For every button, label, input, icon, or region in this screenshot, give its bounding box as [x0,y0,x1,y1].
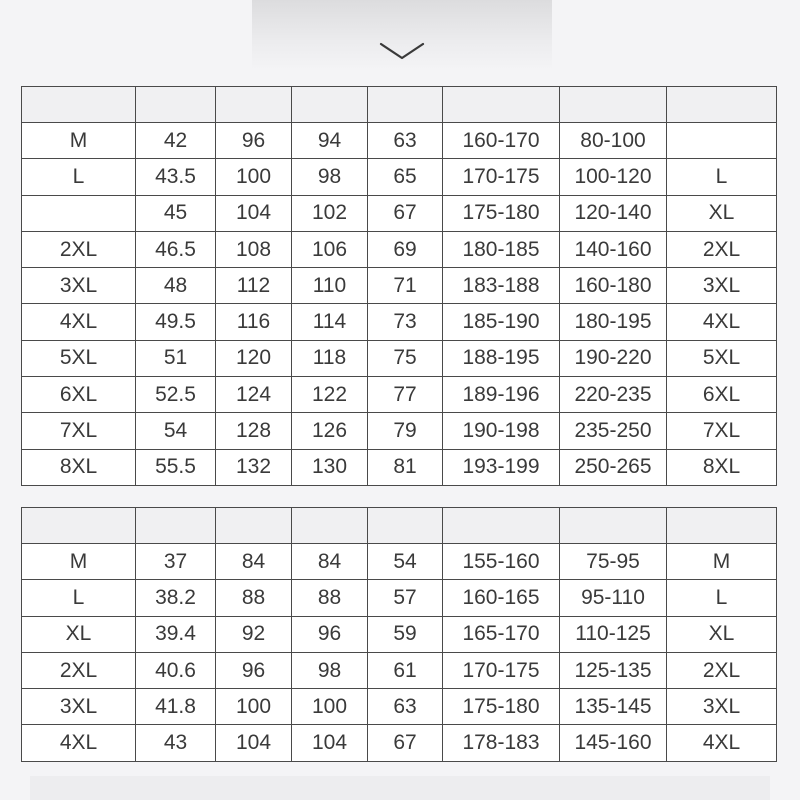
table-cell: 55.5 [136,449,216,485]
table-cell: 7XL [22,413,136,449]
table-cell: 4XL [22,304,136,340]
table-cell: 120 [216,340,292,376]
table-row [22,413,777,449]
table-cell: 155-160 [443,544,560,580]
table-cell: 63 [368,123,443,159]
table-cell: 73 [368,304,443,340]
table-cell: 104 [216,725,292,761]
table-cell: L [22,159,136,195]
table-cell: L [667,580,777,616]
table-row [22,268,777,304]
header-cell [667,87,777,123]
table-row [22,449,777,485]
table-cell: 4XL [667,304,777,340]
header-cell [292,508,368,544]
table-cell: M [22,544,136,580]
table-cell: XL [667,616,777,652]
table-cell: 7XL [667,413,777,449]
table-row [22,689,777,725]
table-cell: 8XL [22,449,136,485]
table-cell: 160-165 [443,580,560,616]
table-cell: 84 [216,544,292,580]
table-cell: 180-185 [443,231,560,267]
table-cell: 100 [216,159,292,195]
table-cell: 145-160 [560,725,667,761]
table-cell: 3XL [667,689,777,725]
table-header-row [22,87,777,123]
header-cell [560,87,667,123]
table-cell: 193-199 [443,449,560,485]
header-cell [216,87,292,123]
table-cell: 84 [292,544,368,580]
table-cell: 106 [292,231,368,267]
table-cell: 125-135 [560,652,667,688]
table-cell: 3XL [667,268,777,304]
table-cell: L [667,159,777,195]
bottom-banner [30,776,770,800]
table-cell: 65 [368,159,443,195]
table-cell: 185-190 [443,304,560,340]
table-cell: 3XL [22,689,136,725]
table-cell: M [22,123,136,159]
table-cell: 175-180 [443,195,560,231]
table-row [22,725,777,761]
table-cell: 3XL [22,268,136,304]
table-cell: 81 [368,449,443,485]
table-cell: 110-125 [560,616,667,652]
table-cell: XL [667,195,777,231]
table-cell: 132 [216,449,292,485]
table-row [22,195,777,231]
table-cell: 2XL [22,231,136,267]
header-cell [216,508,292,544]
table-cell: 8XL [667,449,777,485]
table-cell: 75 [368,340,443,376]
table-row [22,340,777,376]
table-cell: 235-250 [560,413,667,449]
table-cell: 63 [368,689,443,725]
table-cell: 43 [136,725,216,761]
table-cell: 108 [216,231,292,267]
header-cell [292,87,368,123]
table-cell: 118 [292,340,368,376]
table-cell: XL [22,616,136,652]
table-cell: 43.5 [136,159,216,195]
table-row [22,544,777,580]
table-cell: 6XL [22,377,136,413]
table-cell: 95-110 [560,580,667,616]
header-cell [22,87,136,123]
table-row [22,159,777,195]
table-cell: L [22,580,136,616]
table-cell: 79 [368,413,443,449]
header-cell [560,508,667,544]
table-cell: 54 [368,544,443,580]
table-cell: 57 [368,580,443,616]
table-cell: 96 [216,652,292,688]
table-cell: 160-170 [443,123,560,159]
table-cell: 130 [292,449,368,485]
table-row [22,580,777,616]
table-cell [667,123,777,159]
table-cell: 38.2 [136,580,216,616]
table-cell: 77 [368,377,443,413]
table-cell: 189-196 [443,377,560,413]
table-cell: 188-195 [443,340,560,376]
table-cell: 2XL [667,231,777,267]
table-cell: 88 [216,580,292,616]
header-cell [443,508,560,544]
table-row [22,304,777,340]
chevron-down-icon [378,40,426,64]
table-cell: 104 [216,195,292,231]
header-cell [22,508,136,544]
table-cell: 104 [292,725,368,761]
table-cell: 102 [292,195,368,231]
table-cell: 37 [136,544,216,580]
table-cell: 116 [216,304,292,340]
table-cell: 96 [292,616,368,652]
table-cell: 59 [368,616,443,652]
table-cell: 220-235 [560,377,667,413]
table-cell: 180-195 [560,304,667,340]
table-cell: 52.5 [136,377,216,413]
table-cell: 122 [292,377,368,413]
table-cell: 41.8 [136,689,216,725]
men-size-table [21,86,777,486]
table-cell: 124 [216,377,292,413]
table-cell: 100 [292,689,368,725]
table-cell: 49.5 [136,304,216,340]
table-cell: 5XL [667,340,777,376]
table-cell: 69 [368,231,443,267]
table-cell: 190-220 [560,340,667,376]
table-cell: 98 [292,652,368,688]
table-row [22,377,777,413]
header-cell [443,87,560,123]
table-row [22,123,777,159]
table-cell: 190-198 [443,413,560,449]
table-cell: 39.4 [136,616,216,652]
table-cell: 120-140 [560,195,667,231]
women-size-table [21,507,777,762]
table-cell: 88 [292,580,368,616]
table-cell: 112 [216,268,292,304]
table-cell: 42 [136,123,216,159]
table-cell: 160-180 [560,268,667,304]
table-cell: 250-265 [560,449,667,485]
table-cell: 135-145 [560,689,667,725]
table-cell: 4XL [22,725,136,761]
table-cell: 67 [368,195,443,231]
table-cell: 80-100 [560,123,667,159]
table-cell: 67 [368,725,443,761]
header-cell [368,508,443,544]
header-cell [136,508,216,544]
table-cell: 54 [136,413,216,449]
header-cell [136,87,216,123]
table-cell: 175-180 [443,689,560,725]
table-row [22,616,777,652]
table-cell: 51 [136,340,216,376]
table-cell: M [667,544,777,580]
table-cell: 140-160 [560,231,667,267]
table-row [22,231,777,267]
table-cell: 165-170 [443,616,560,652]
table-cell: 92 [216,616,292,652]
table-row [22,652,777,688]
table-cell: 100 [216,689,292,725]
table-cell: 48 [136,268,216,304]
table-cell: 114 [292,304,368,340]
table-cell: 4XL [667,725,777,761]
table-cell: 61 [368,652,443,688]
table-cell: 75-95 [560,544,667,580]
table-cell: 100-120 [560,159,667,195]
table-cell: 6XL [667,377,777,413]
table-cell: 45 [136,195,216,231]
table-cell: 126 [292,413,368,449]
table-cell: 5XL [22,340,136,376]
table-cell: 71 [368,268,443,304]
table-cell: 110 [292,268,368,304]
header-cell [667,508,777,544]
table-cell: 98 [292,159,368,195]
table-cell: 183-188 [443,268,560,304]
table-cell: 170-175 [443,159,560,195]
header-cell [368,87,443,123]
table-cell: 128 [216,413,292,449]
table-cell: 2XL [22,652,136,688]
table-cell [22,195,136,231]
table-cell: 178-183 [443,725,560,761]
table-header-row [22,508,777,544]
table-cell: 2XL [667,652,777,688]
table-cell: 96 [216,123,292,159]
table-cell: 170-175 [443,652,560,688]
table-cell: 46.5 [136,231,216,267]
table-cell: 94 [292,123,368,159]
table-cell: 40.6 [136,652,216,688]
